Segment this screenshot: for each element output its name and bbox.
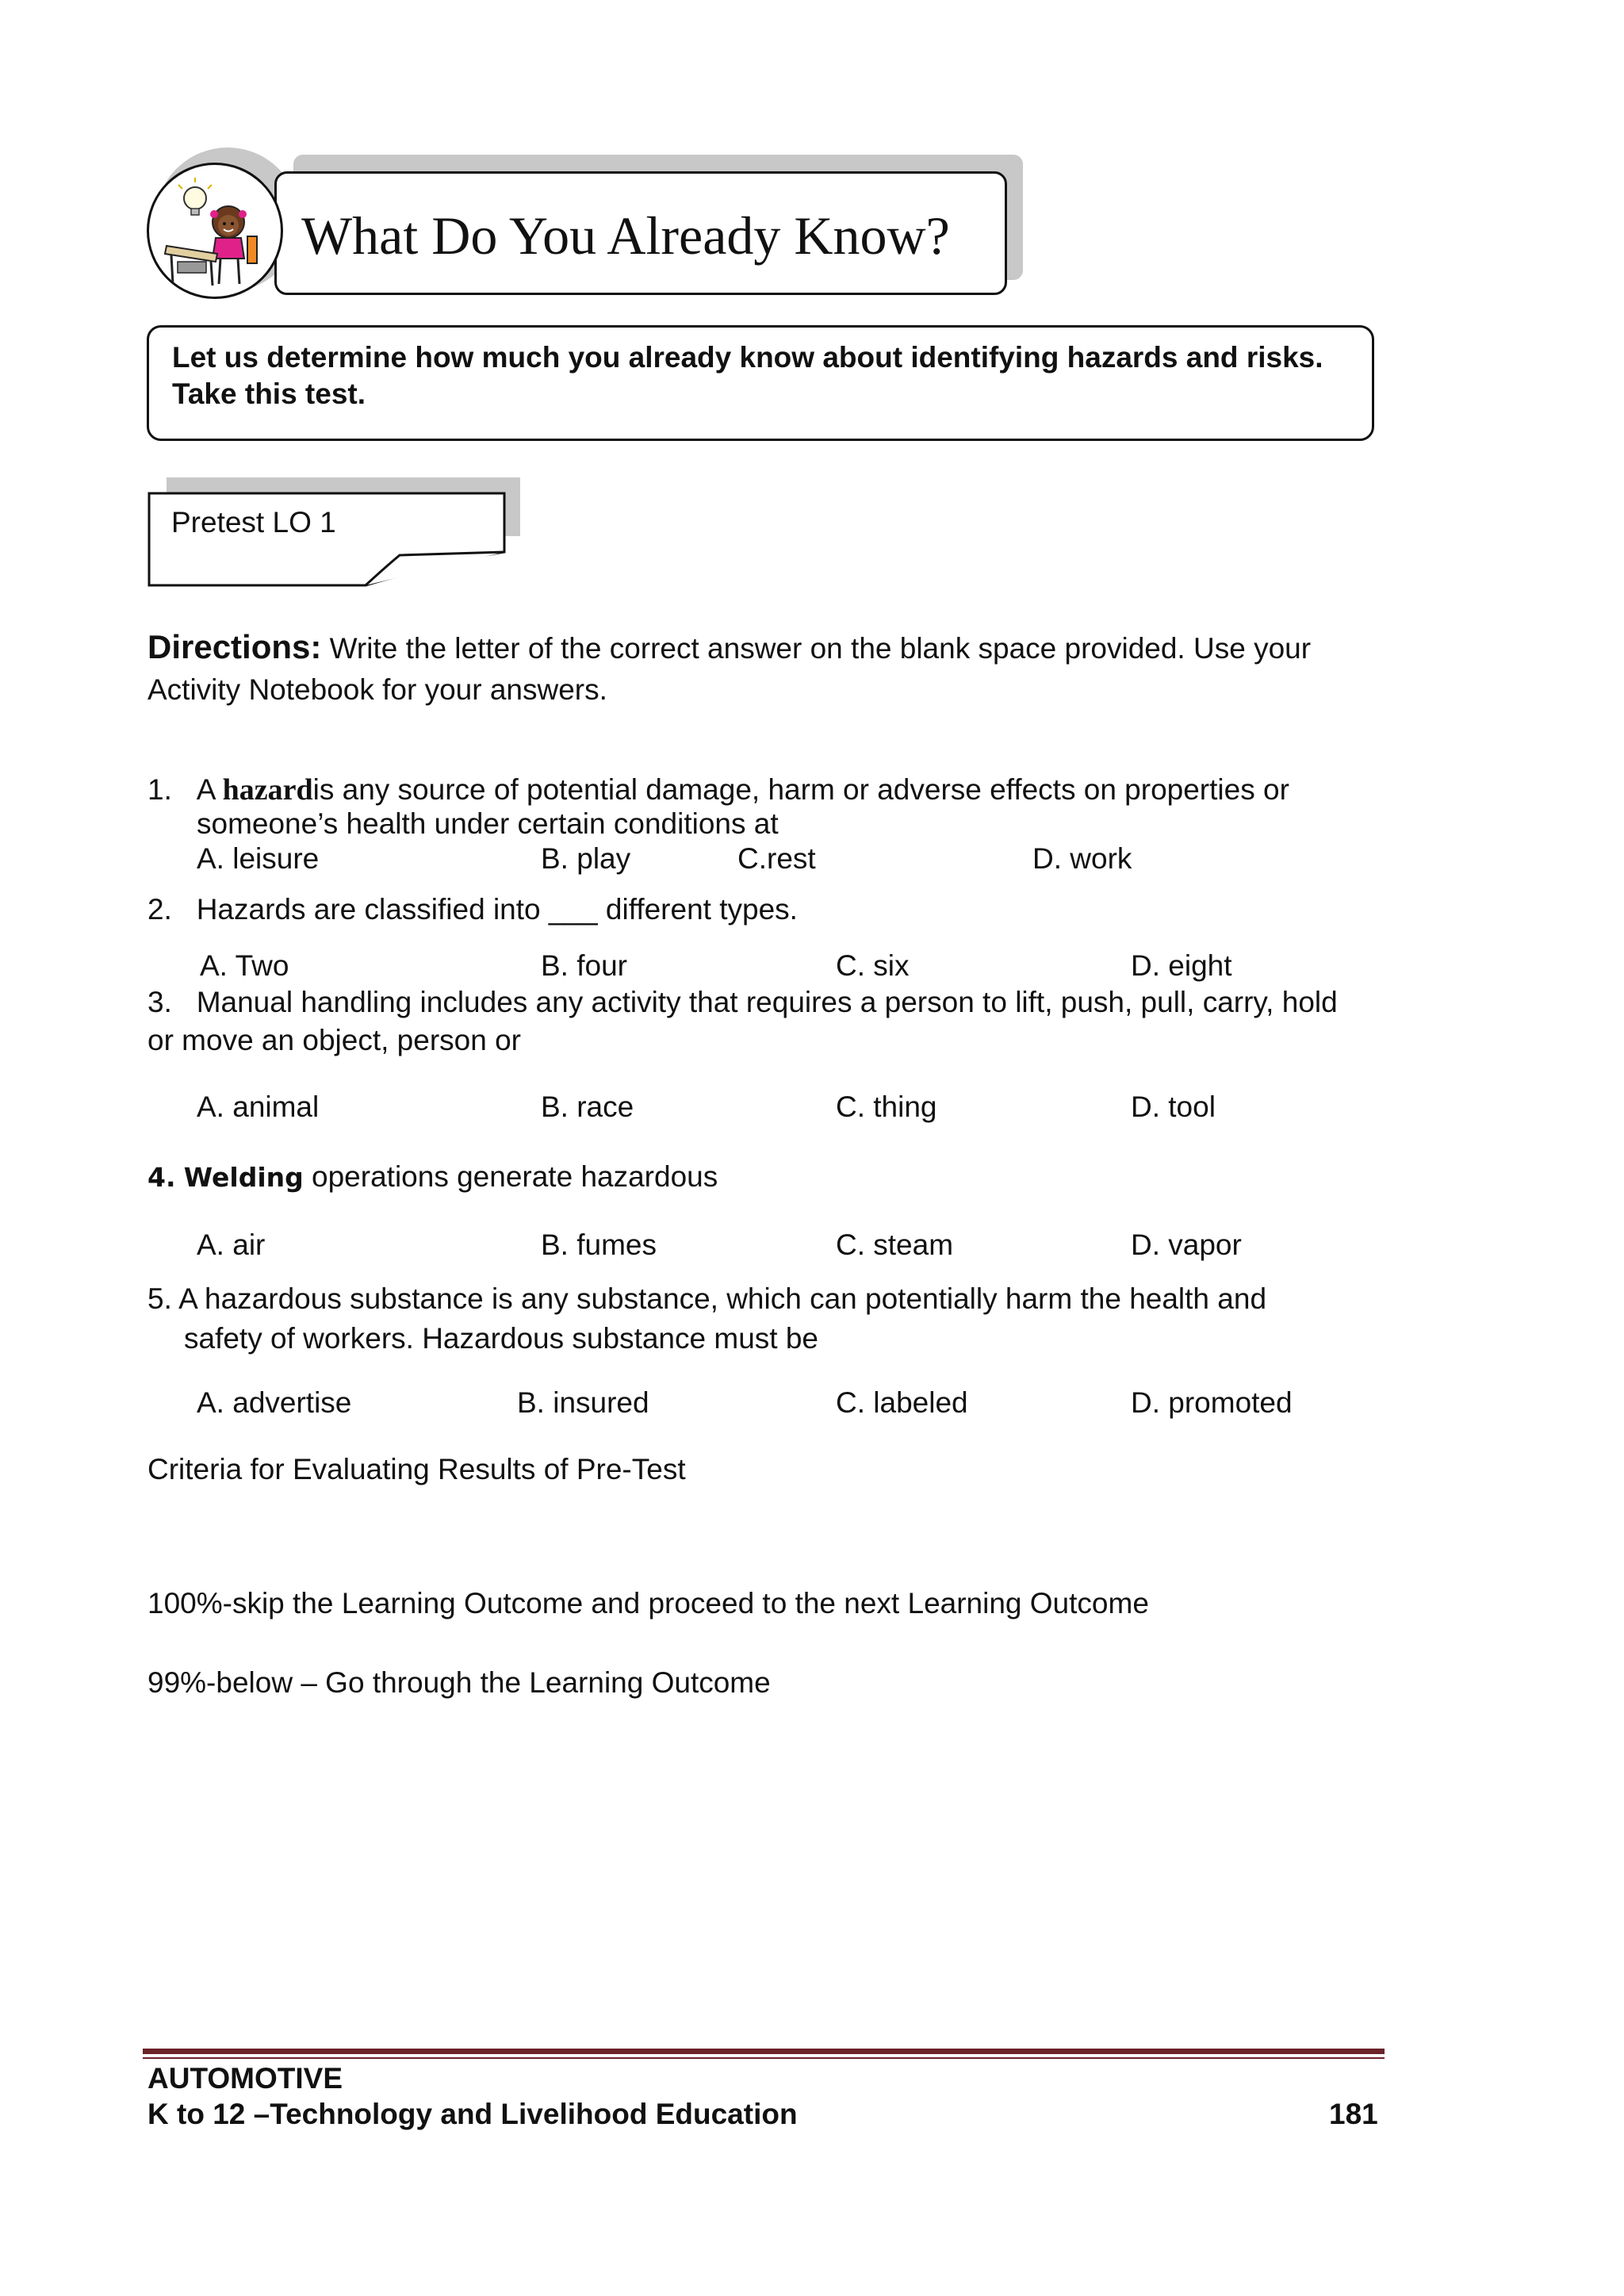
question-prefix: A <box>196 773 223 806</box>
page-number: 181 <box>1329 2098 1378 2130</box>
question-text: operations generate hazardous <box>303 1160 718 1193</box>
criteria-heading: Criteria for Evaluating Results of Pre-Test <box>147 1453 686 1485</box>
choice-2b: B. four <box>541 949 627 982</box>
choice-4b: B. fumes <box>541 1228 657 1261</box>
question-text: is any source of potential damage, harm or adverse effects on properties or <box>312 773 1289 806</box>
footer-subject: AUTOMOTIVE <box>147 2062 343 2095</box>
page-title: What Do You Already Know? <box>301 205 950 266</box>
criteria-line-2: 99%-below – Go through the Learning Outcome <box>147 1666 771 1699</box>
question-number: 2. <box>147 893 172 926</box>
question-4 <box>147 1159 718 1196</box>
question-number: 1. <box>147 773 172 806</box>
question-keyword: hazard <box>222 773 313 807</box>
question-number: 4. <box>147 1162 176 1193</box>
criteria-line-1: 100%-skip the Learning Outcome and proceed to the next Learning Outcome <box>147 1587 1149 1619</box>
question-5-line2: safety of workers. Hazardous substance must be <box>184 1322 818 1355</box>
choice-3b: B. race <box>541 1091 634 1123</box>
choice-2d: D. eight <box>1131 949 1232 982</box>
choice-1b: B. play <box>541 842 631 875</box>
footer-rule-thin <box>143 2057 1385 2059</box>
choice-3a: A. animal <box>197 1091 320 1123</box>
choice-3c: C. thing <box>836 1091 937 1123</box>
question-number: 5. <box>147 1282 172 1315</box>
choice-2c: C. six <box>836 949 910 982</box>
pretest-label: Pretest LO 1 <box>171 506 336 539</box>
question-3-line2: or move an object, person or <box>147 1024 521 1056</box>
directions-label: Directions: <box>147 628 322 665</box>
question-text: Manual handling includes any activity that requires a person to lift, push, pull, carry, hold <box>196 986 1338 1018</box>
question-keyword: Welding <box>183 1162 304 1193</box>
footer-rule <box>143 2049 1385 2054</box>
choice-4d: D. vapor <box>1131 1228 1242 1261</box>
question-1 <box>147 772 1289 808</box>
question-text: Hazards are classified into ___ different types. <box>196 893 798 926</box>
choice-2a: A. Two <box>200 949 289 982</box>
directions-text: Write the letter of the correct answer on the blank space provided. Use your Activity Notebook for your answers. <box>147 632 1312 706</box>
choice-4c: C. steam <box>836 1228 954 1261</box>
question-3 <box>147 984 1338 1021</box>
choice-5b: B. insured <box>517 1386 649 1419</box>
question-5 <box>147 1279 1378 1359</box>
choice-5d: D. promoted <box>1131 1386 1293 1419</box>
intro-text: Let us determine how much you already know about identifying hazards and risks. Take this test. <box>172 341 1323 410</box>
choice-5a: A. advertise <box>197 1386 352 1419</box>
question-number: 3. <box>147 986 172 1018</box>
choice-1d: D. work <box>1032 842 1132 875</box>
directions <box>147 627 1385 711</box>
choice-4a: A. air <box>197 1228 266 1261</box>
footer-course: K to 12 –Technology and Livelihood Education <box>147 2098 798 2130</box>
choice-1c: C.rest <box>737 842 816 875</box>
question-1-line2: someone’s health under certain conditions at <box>197 807 779 840</box>
question-2 <box>147 891 798 928</box>
question-text: A hazardous substance is any substance, which can potentially harm the health and <box>178 1282 1267 1315</box>
choice-5c: C. labeled <box>836 1386 968 1419</box>
choice-3d: D. tool <box>1131 1091 1216 1123</box>
student-at-desk-icon <box>147 163 283 299</box>
choice-1a: A. leisure <box>197 842 320 875</box>
